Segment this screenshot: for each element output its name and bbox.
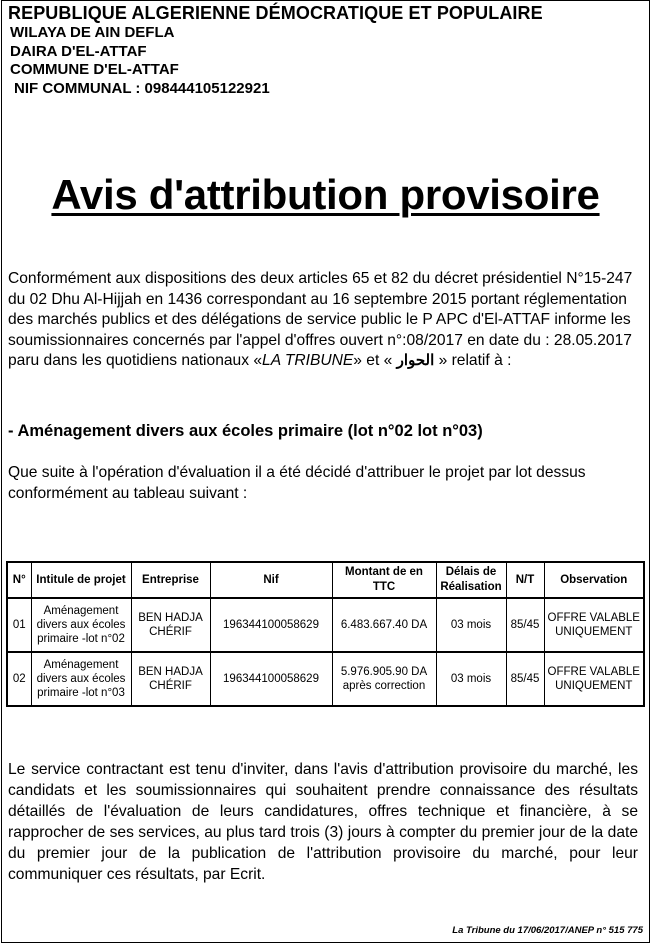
header-project: Intitule de projet bbox=[31, 562, 131, 598]
decision-paragraph: Que suite à l'opération d'évaluation il a été décidé d'attribuer le projet par lot dessus conformément au tableau suivant : bbox=[8, 464, 586, 502]
results-table bbox=[6, 561, 645, 707]
cell-nif: 196344100058629 bbox=[210, 598, 332, 652]
header-company: Entreprise bbox=[131, 562, 210, 598]
cell-nt: 85/45 bbox=[506, 598, 544, 652]
wilaya-line: WILAYA DE AIN DEFLA bbox=[10, 24, 175, 41]
header-num: N° bbox=[7, 562, 31, 598]
table-header-row bbox=[7, 562, 644, 598]
header-nif: Nif bbox=[210, 562, 332, 598]
subject-line: - Aménagement divers aux écoles primaire (lot n°02 lot n°03) bbox=[8, 422, 483, 440]
header-block bbox=[8, 2, 543, 98]
country-name: REPUBLIQUE ALGERIENNE DÉMOCRATIQUE ET POPULAIRE bbox=[8, 3, 543, 23]
header-observation: Observation bbox=[544, 562, 644, 598]
table-row bbox=[7, 652, 644, 706]
cell-project: Aménagement divers aux écoles primaire -lot n°02 bbox=[31, 598, 131, 652]
header-amount: Montant de en TTC bbox=[332, 562, 436, 598]
intro-text-after: » relatif à : bbox=[438, 352, 512, 369]
cell-company: BEN HADJA CHÉRIF bbox=[131, 598, 210, 652]
intro-paragraph bbox=[8, 269, 636, 372]
cell-observation: OFFRE VALABLE UNIQUEMENT bbox=[544, 652, 644, 706]
notice-page bbox=[1, 0, 650, 943]
commune-line: COMMUNE D'EL-ATTAF bbox=[10, 61, 179, 78]
cell-nif: 196344100058629 bbox=[210, 652, 332, 706]
cell-amount: 6.483.667.40 DA bbox=[332, 598, 436, 652]
publication-footer: La Tribune du 17/06/2017/ANEP n° 515 775 bbox=[452, 925, 643, 936]
notice-paragraph: Le service contractant est tenu d'inviter, dans l'avis d'attribution provisoire du marché, les candidats et les soumissionnaires qui souhaitent prendre connaissance des résultats détaillés de l'évaluation de leurs candidatures, offres technique et financière, à se rapprocher de ses services, au plus tard trois (3) jours à compter du premier jour de la date du premier jour de la publication de l'attribution provisoire du marché, pour leur communiquer ces résultats, par Ecrit. bbox=[8, 761, 638, 883]
cell-observation: OFFRE VALABLE UNIQUEMENT bbox=[544, 598, 644, 652]
intro-text-middle: » et « bbox=[353, 352, 393, 369]
header-nt: N/T bbox=[506, 562, 544, 598]
cell-nt: 85/45 bbox=[506, 652, 544, 706]
cell-delay: 03 mois bbox=[436, 652, 506, 706]
newspaper-2: الحوار bbox=[396, 352, 435, 369]
table-row bbox=[7, 598, 644, 652]
newspaper-1: LA TRIBUNE bbox=[262, 352, 354, 369]
nif-line: NIF COMMUNAL : 098444105122921 bbox=[14, 79, 270, 97]
intro-text-before: Conformément aux dispositions des deux articles 65 et 82 du décret présidentiel N°15-247 du 02 Dhu Al-Hijjah en 1436 correspondant au 16 septembre 2015 portant réglementation des marchés publics et des délégations de service public le P APC d'El-ATTAF informe les soumissionnaires concernés par l'appel d'offres ouvert n°:08/2017 en date du : 28.05.2017 paru dans les quotidiens nationaux « bbox=[8, 270, 633, 369]
cell-project: Aménagement divers aux écoles primaire -lot n°03 bbox=[31, 652, 131, 706]
page-title: Avis d'attribution provisoire bbox=[51, 171, 600, 218]
header-delay: Délais de Réalisation bbox=[436, 562, 506, 598]
cell-company: BEN HADJA CHÉRIF bbox=[131, 652, 210, 706]
cell-amount: 5.976.905.90 DA après correction bbox=[332, 652, 436, 706]
daira-line: DAIRA D'EL-ATTAF bbox=[10, 42, 147, 60]
cell-num: 02 bbox=[7, 652, 31, 706]
cell-delay: 03 mois bbox=[436, 598, 506, 652]
cell-num: 01 bbox=[7, 598, 31, 652]
